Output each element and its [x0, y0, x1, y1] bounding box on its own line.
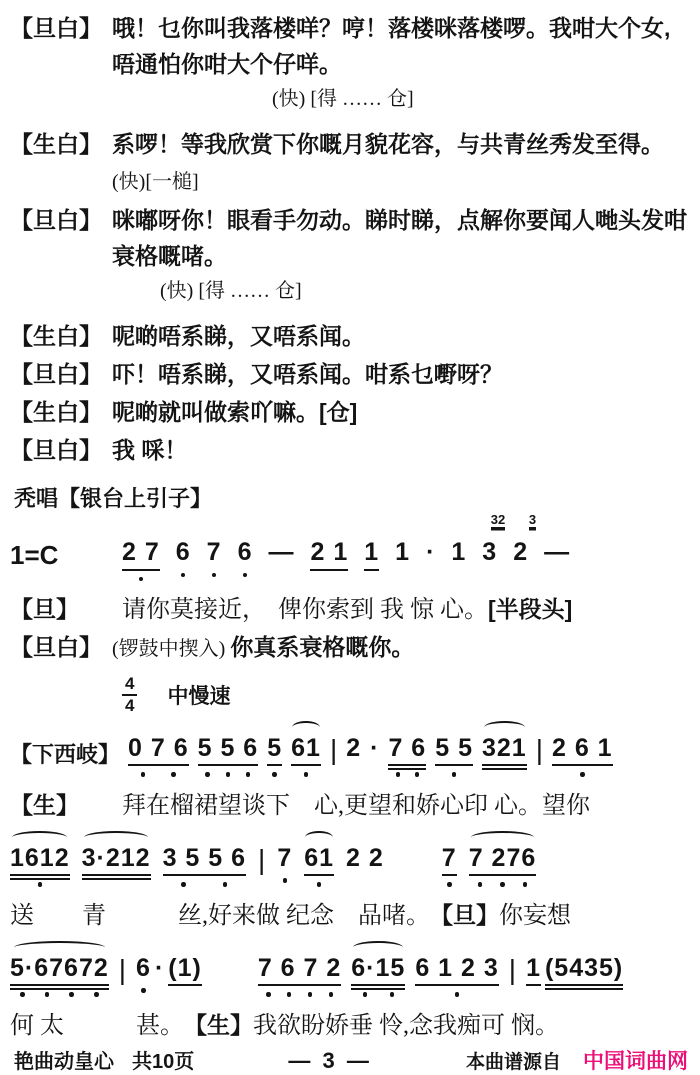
octave-dot — [478, 882, 483, 887]
dialogue-segment: 呢啲就叫做索吖嘛。[仓] — [112, 399, 358, 425]
jianpu-note — [552, 735, 613, 777]
note-text: 6 — [175, 538, 191, 566]
note-text: 321 — [482, 735, 527, 767]
note-text: 5 — [267, 735, 282, 767]
octave-dots — [435, 772, 473, 777]
grace-note: 3 — [528, 512, 537, 527]
jianpu-note — [207, 539, 222, 577]
note-text: 61 — [304, 845, 334, 877]
octave-dot — [20, 992, 25, 997]
octave-dot — [94, 992, 99, 997]
jianpu-note — [198, 735, 259, 777]
dialogue-row — [10, 202, 692, 274]
jianpu-note — [435, 735, 473, 777]
jianpu-note — [388, 735, 426, 777]
octave-dots — [163, 882, 246, 887]
barline — [119, 955, 126, 986]
note-text: 2 7 — [122, 539, 160, 571]
jianpu-note — [304, 845, 334, 887]
jianpu-note — [442, 845, 457, 887]
speaker-label: 【旦白】 — [10, 361, 102, 387]
lyric-line — [10, 1007, 692, 1043]
octave-dot — [181, 882, 186, 887]
barline — [258, 845, 265, 876]
note-text: 1 — [395, 538, 411, 566]
octave-dot — [223, 882, 228, 887]
octave-dots — [136, 988, 151, 993]
time-signature-beats: 4 — [122, 675, 137, 696]
jianpu-note — [128, 735, 189, 777]
note-text: 1 — [451, 538, 467, 566]
time-signature — [122, 675, 137, 715]
jianpu-note — [268, 539, 294, 567]
lyric-line — [10, 897, 692, 933]
jianpu-note — [346, 845, 384, 873]
song-title: 艳曲动皇心 — [14, 1050, 114, 1073]
jianpu-note — [155, 955, 164, 983]
jianpu-note — [426, 539, 435, 567]
speaker-label: 【旦白】 — [10, 634, 102, 660]
dialogue-segment: (快)[一槌] — [112, 171, 199, 193]
octave-dot — [141, 988, 146, 993]
octave-dot — [38, 882, 43, 887]
interlude-dialogue — [10, 629, 692, 669]
section-label: 【下西岐】 — [10, 741, 121, 767]
barline — [536, 735, 543, 766]
dialogue-text — [112, 202, 692, 274]
octave-dots — [469, 882, 537, 887]
note-text: 7 6 7 2 — [258, 955, 341, 987]
octave-dots — [351, 992, 405, 997]
jianpu-notes — [10, 955, 692, 997]
note-text: · — [154, 953, 165, 982]
music-line — [10, 825, 692, 897]
note-text: 6·15 — [351, 955, 405, 987]
note-text: 7 — [442, 845, 457, 877]
jianpu-note — [277, 845, 292, 883]
speaker-label: 【生白】 — [10, 399, 102, 425]
music-line — [10, 512, 692, 591]
octave-dots — [238, 573, 253, 578]
octave-dot — [283, 878, 288, 883]
jianpu-note — [176, 539, 191, 577]
inline-role-label: [半段头] — [488, 596, 573, 622]
jianpu-note — [370, 735, 379, 763]
dialogue-segment: 你真系衰格嘅你。 — [230, 634, 415, 660]
note-text: 1612 — [10, 845, 70, 877]
octave-dot — [523, 882, 528, 887]
jianpu-note — [267, 735, 282, 777]
octave-dot — [69, 992, 74, 997]
octave-dot — [415, 772, 420, 777]
jianpu-note — [136, 955, 151, 993]
octave-dots — [198, 772, 259, 777]
note-text: 7 276 — [469, 845, 537, 877]
note-text: (5435) — [545, 955, 623, 987]
octave-dot — [266, 992, 271, 997]
dialogue-segment: 哦！乜你叫我落楼咩？哼！落楼咪落楼啰。我咁大个女,唔通怕你咁大个仔咩。 — [112, 15, 671, 77]
time-signature-unit: 4 — [125, 695, 135, 715]
lyric-text: 拜在榴裙望谈下 心,更望和娇心印 心。望你 — [122, 792, 590, 819]
octave-dot — [45, 992, 50, 997]
dialogue-block — [10, 202, 692, 306]
dialogue-block — [10, 126, 692, 200]
octave-dot — [500, 882, 505, 887]
octave-dots — [304, 882, 334, 887]
music-line — [10, 935, 692, 1007]
note-text: 3 — [482, 538, 498, 566]
note-text: 61 — [291, 735, 321, 767]
octave-dots — [10, 882, 70, 887]
octave-dot — [243, 573, 248, 578]
barline — [330, 735, 337, 766]
lyric-text: 你妄想 — [499, 902, 571, 929]
octave-dots — [128, 772, 189, 777]
dialogue-row — [10, 432, 692, 468]
octave-dot — [452, 772, 457, 777]
note-text: 2 — [346, 733, 362, 762]
note-text: 5 5 — [435, 735, 473, 767]
dialogue-segment: 我 啋！ — [112, 437, 188, 463]
speaker-label: 【旦白】 — [10, 207, 102, 233]
octave-dot — [205, 772, 210, 777]
note-text: | — [258, 843, 266, 875]
lyric-text: 送 青 丝,好来做 纪念 品啫。 — [10, 902, 430, 929]
speaker-label: 【生白】 — [10, 131, 102, 157]
dialogue-text — [112, 629, 692, 667]
jianpu-note — [364, 539, 379, 571]
dialogue-text — [112, 394, 692, 430]
jianpu-note — [346, 735, 361, 763]
note-text: (1) — [168, 955, 202, 987]
octave-dot — [139, 577, 144, 582]
dialogue-row — [10, 10, 692, 82]
dialogue-text — [112, 356, 692, 392]
time-signature-row — [122, 675, 692, 715]
jianpu-note — [310, 539, 348, 571]
octave-dot — [447, 882, 452, 887]
lyric-line — [10, 787, 692, 823]
note-text: 7 6 — [388, 735, 426, 767]
speaker-label: 【旦白】 — [10, 15, 102, 41]
jianpu-note — [469, 845, 537, 887]
jianpu-note — [122, 539, 160, 581]
note-text: 2 — [513, 538, 529, 566]
octave-dots — [207, 573, 222, 578]
barline — [509, 955, 516, 986]
octave-dot — [226, 772, 231, 777]
dialogue-block — [10, 394, 692, 430]
dialogue-segment: 系啰！等我欣赏下你嘅月貌花容，与共青丝秀发至得。 — [112, 131, 664, 157]
source-site-link[interactable]: 中国词曲网 — [583, 1049, 688, 1073]
jianpu-note — [291, 735, 321, 777]
octave-dot — [363, 992, 368, 997]
lyric-text: 何 太 甚。 — [10, 1012, 184, 1039]
dialogue-text — [112, 432, 692, 468]
jianpu-notes — [122, 512, 692, 581]
tempo-marking: 中慢速 — [167, 684, 231, 708]
octave-dots — [415, 992, 498, 997]
jianpu-note — [168, 955, 202, 987]
note-text: 1 — [526, 955, 541, 987]
lyric-text: 请你莫接近， 俾你索到 我 惊 心。 — [122, 597, 488, 623]
octave-dot — [390, 992, 395, 997]
note-text: | — [329, 733, 338, 765]
dialogue-block — [10, 432, 692, 468]
octave-dots — [552, 772, 613, 777]
note-text: 1 — [364, 539, 379, 571]
octave-dots — [10, 992, 109, 997]
note-text: 0 7 6 — [128, 735, 189, 767]
footer — [10, 1045, 692, 1075]
jianpu-note — [395, 539, 410, 567]
octave-dot — [181, 573, 186, 578]
dialogue-segment: 吓！唔系睇，又唔系闻。咁系乜嘢呀？ — [112, 361, 503, 387]
octave-dot — [580, 772, 585, 777]
jianpu-notes — [10, 845, 692, 887]
jianpu-note — [415, 955, 498, 997]
dialogue-block — [10, 318, 692, 354]
note-text: | — [118, 953, 127, 985]
octave-dot — [171, 772, 176, 777]
note-text: 5·67672 — [10, 955, 109, 987]
note-text: | — [535, 733, 543, 765]
note-text: — — [544, 538, 571, 566]
jianpu-note — [10, 845, 70, 887]
octave-dot — [329, 992, 334, 997]
jianpu-note — [238, 539, 253, 577]
dialogue-row — [10, 629, 692, 667]
dialogue-segment: 咪嘟呀你！眼看手勿动。睇时睇，点解你要闻人哋头发咁衰格嘅啫。 — [112, 207, 687, 269]
note-text: — — [268, 538, 295, 566]
jianpu-note — [544, 539, 570, 567]
octave-dots — [291, 772, 321, 777]
octave-dots — [176, 573, 191, 578]
jianpu-note — [482, 512, 506, 567]
role-label: 【旦】 — [10, 596, 79, 622]
jianpu-notes — [128, 735, 692, 777]
jianpu-note — [526, 955, 541, 987]
octave-dot — [396, 772, 401, 777]
jianpu-note — [513, 512, 537, 567]
jianpu-note — [82, 845, 151, 877]
octave-dots — [122, 577, 160, 582]
dialogue-segment: 呢啲唔系睇，又唔系闻。 — [112, 323, 365, 349]
page-number: — 3 — — [288, 1047, 372, 1073]
jianpu-note — [545, 955, 623, 987]
role-label: 【生】 — [10, 791, 79, 818]
octave-dot — [272, 772, 277, 777]
note-text: 6 — [136, 953, 151, 982]
octave-dot — [455, 992, 460, 997]
lyric-text: 我欲盼娇垂 怜,念我痴可 悯。 — [253, 1012, 559, 1039]
note-text: 6 — [237, 538, 253, 566]
note-text: 7 — [206, 538, 222, 566]
octave-dot — [246, 772, 251, 777]
octave-dots — [258, 992, 341, 997]
dialogue-block — [10, 629, 692, 667]
note-text: 3 5 5 6 — [163, 845, 246, 877]
jianpu-note — [258, 955, 341, 997]
note-text: 3·212 — [82, 845, 151, 877]
octave-dot — [287, 992, 292, 997]
octave-dots — [267, 772, 282, 777]
octave-dot — [304, 772, 309, 777]
octave-dots — [388, 772, 426, 777]
jianpu-note — [10, 955, 109, 997]
dialogue-text — [112, 318, 692, 354]
octave-dot — [317, 882, 322, 887]
dialogue-block — [10, 356, 692, 392]
dialogue-row — [10, 356, 692, 392]
jianpu-note — [451, 539, 466, 567]
dialogue-segment: (锣鼓中揳入) — [112, 638, 231, 660]
note-text: 2 2 — [346, 843, 384, 872]
percussion-cue: (快) [得 …… 仓] — [160, 280, 302, 302]
octave-dot — [141, 772, 146, 777]
note-text: 6 1 2 3 — [415, 955, 498, 987]
jianpu-note — [351, 955, 405, 997]
dialogue-section — [10, 10, 692, 470]
inline-role-label: 【旦】 — [430, 901, 499, 928]
grace-note: 32 — [490, 512, 506, 527]
note-text: | — [508, 953, 517, 985]
source-label: 本曲谱源自 — [465, 1051, 561, 1073]
jianpu-note — [163, 845, 246, 887]
music-line — [10, 715, 692, 787]
dialogue-block — [10, 10, 692, 114]
octave-dot — [212, 573, 217, 578]
note-text: 2 1 — [310, 539, 348, 571]
jianpu-note — [482, 735, 527, 767]
octave-dot — [308, 992, 313, 997]
aria-heading: 秃唱【银台上引子】 — [14, 486, 213, 511]
note-text: 5 5 6 — [198, 735, 259, 767]
dialogue-text — [112, 126, 692, 200]
speaker-label: 【旦白】 — [10, 437, 102, 463]
lyric-line — [10, 591, 692, 627]
dialogue-row — [10, 394, 692, 430]
total-pages: 共10页 — [132, 1050, 195, 1073]
note-text: · — [426, 538, 436, 566]
dialogue-row — [10, 126, 692, 200]
dialogue-row — [10, 318, 692, 354]
note-text: 2 6 1 — [552, 735, 613, 767]
inline-role-label: 【生】 — [184, 1011, 253, 1038]
percussion-cue: (快) [得 …… 仓] — [272, 88, 414, 110]
octave-dots — [277, 878, 292, 883]
note-text: · — [370, 733, 380, 762]
key-signature: 1=C — [10, 540, 59, 570]
octave-dots — [442, 882, 457, 887]
note-text: 7 — [277, 843, 293, 872]
speaker-label: 【生白】 — [10, 323, 102, 349]
dialogue-text — [112, 10, 692, 82]
